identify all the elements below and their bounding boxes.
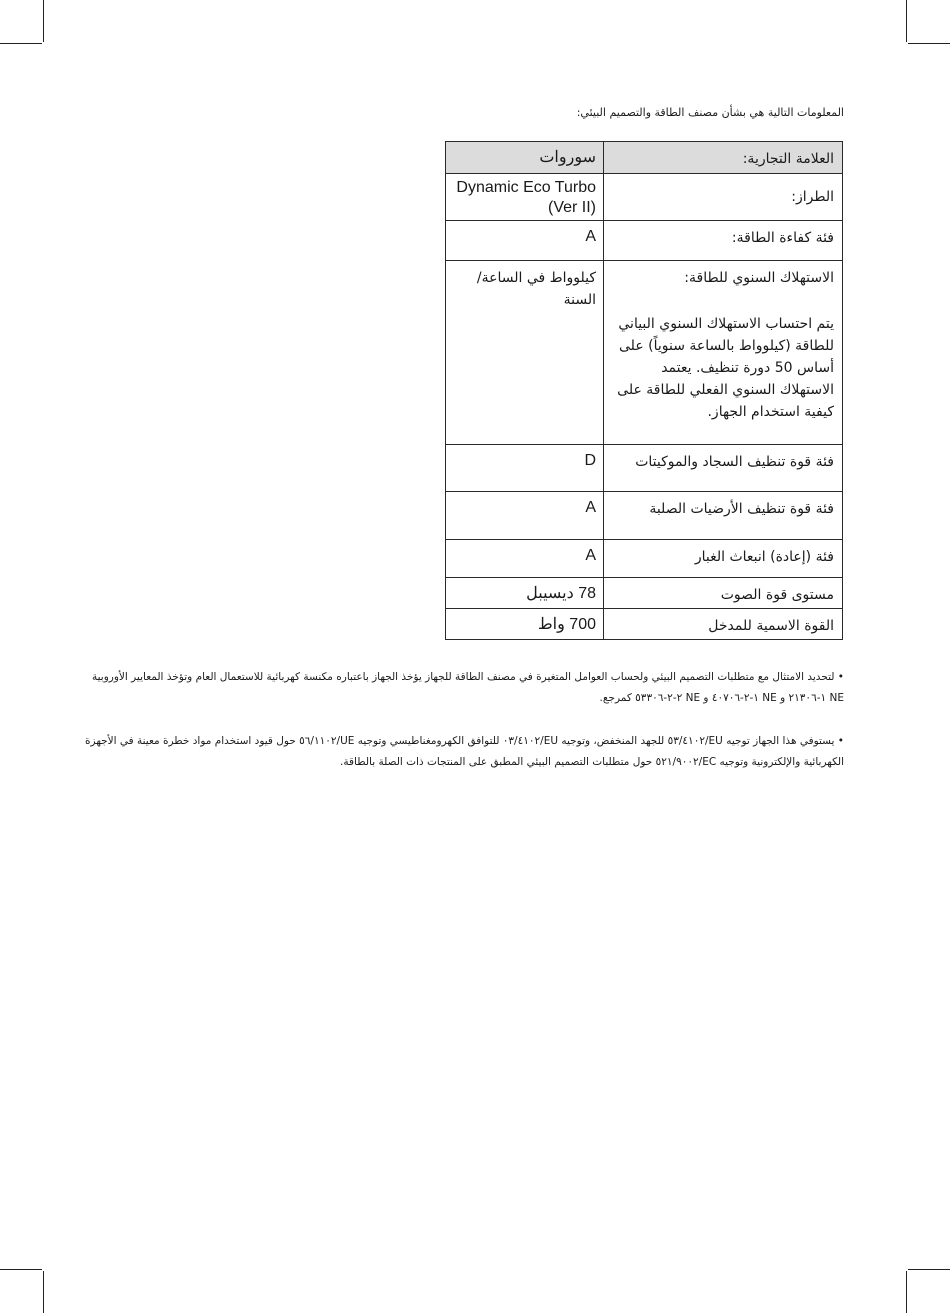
hard-floor-class-value: A (446, 492, 604, 540)
sound-power-value: 78 ديسيبل (446, 578, 604, 609)
hard-floor-class-label: فئة قوة تنظيف الأرضيات الصلبة (604, 492, 843, 540)
dust-reemission-value: A (446, 540, 604, 578)
table-row (446, 174, 843, 221)
crop-mark (43, 0, 44, 42)
rated-power-value: 700 واط (446, 609, 604, 640)
table-header-row (446, 142, 843, 174)
dust-reemission-label: فئة (إعادة) انبعاث الغبار (604, 540, 843, 578)
notes-section (84, 667, 844, 795)
table-row (446, 445, 843, 492)
brand-label: العلامة التجارية: (604, 142, 843, 174)
carpet-class-value: D (446, 445, 604, 492)
table-row (446, 609, 843, 640)
efficiency-class-label: فئة كفاءة الطاقة: (604, 221, 843, 261)
annual-consumption-value: كيلوواط في الساعة/السنة (446, 261, 604, 445)
model-value: Dynamic Eco Turbo (Ver II) (446, 174, 604, 221)
crop-mark (908, 43, 950, 44)
sound-power-label: مستوى قوة الصوت (604, 578, 843, 609)
table-row (446, 221, 843, 261)
efficiency-class-value: A (446, 221, 604, 261)
annual-consumption-cell (604, 261, 843, 445)
crop-mark (0, 43, 42, 44)
rated-power-label: القوة الاسمية للمدخل (604, 609, 843, 640)
carpet-class-label: فئة قوة تنظيف السجاد والموكيتات (604, 445, 843, 492)
table-row (446, 492, 843, 540)
crop-mark (43, 1271, 44, 1313)
crop-mark (906, 1271, 907, 1313)
bullet-standards: • لتحديد الامتثال مع متطلبات التصميم البيئي ولحساب العوامل المتغيرة في مصنف الطاقة للجهاز يؤخذ الجهاز باعتباره مكنسة كهربائية للاستعمال العام وتؤخذ المعايير الأوروبية NE ١-٢١٣٠٦ و NE ١-٢-٤٠٧٠٦ و NE ٢-٢-٥٣٣٠٦ كمرجع. (91, 671, 844, 704)
table-row (446, 578, 843, 609)
bullet-directives: • يستوفي هذا الجهاز توجيه EU/٥٣/٤١٠٢ للجهد المنخفض، وتوجيه EU/٠٣/٤١٠٢ للتوافق الكهرومغناطيسي وتوجيه UE/٥٦/١١٠٢ حول قيود استخدام مواد خطرة معينة في الأجهزة الكهربائية والإلكترونية وتوجيه EC/٥٢١/٩٠٠٢ حول متطلبات التصميم البيئي المطبق على المنتجات ذات الصلة بالطاقة. (85, 735, 844, 768)
annual-consumption-note: يتم احتساب الاستهلاك السنوي البياني للطاقة (كيلوواط بالساعة سنوياً) على أساس 50 دورة تنظيف. يعتمد الاستهلاك السنوي الفعلي للطاقة على كيفية استخدام الجهاز. (617, 316, 834, 420)
intro-text: المعلومات التالية هي بشأن مصنف الطاقة والتصميم البيئي: (576, 106, 844, 119)
crop-mark (908, 1269, 950, 1270)
brand-value: سوروات (446, 142, 604, 174)
model-label (604, 174, 843, 221)
table-row (446, 540, 843, 578)
annual-consumption-label: الاستهلاك السنوي للطاقة: (684, 270, 834, 286)
table-row (446, 261, 843, 445)
model-label-text: الطراز: (791, 189, 834, 205)
ecodesign-table (445, 141, 843, 640)
crop-mark (0, 1269, 42, 1270)
crop-mark (906, 0, 907, 42)
